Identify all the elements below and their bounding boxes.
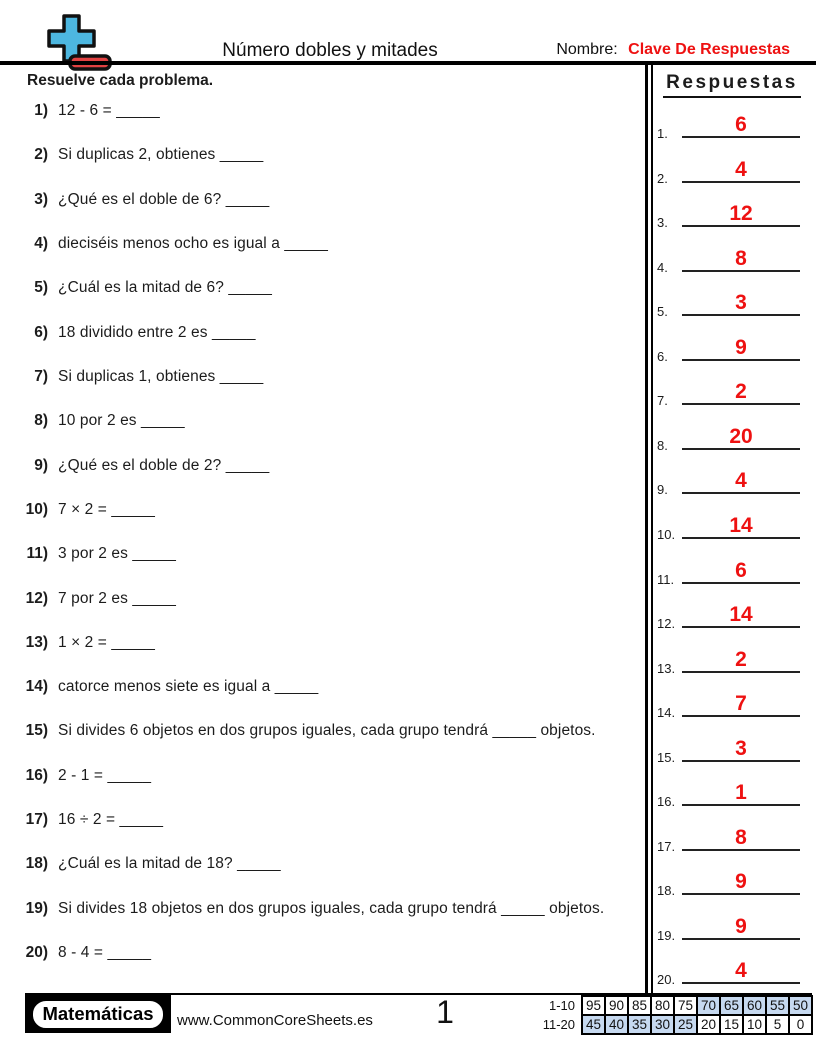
problem-item bbox=[0, 368, 640, 386]
answer-number: 20. bbox=[657, 972, 676, 988]
answer-row bbox=[655, 588, 810, 632]
answer-value: 8 bbox=[735, 825, 747, 849]
grading-range-label: 11-20 bbox=[542, 1017, 575, 1032]
problem-text: 8 - 4 = _____ bbox=[58, 944, 152, 962]
grading-cell: 70 bbox=[697, 996, 720, 1015]
grading-row bbox=[536, 996, 812, 1015]
answer-blank-line bbox=[682, 426, 800, 450]
grading-cell: 55 bbox=[766, 996, 789, 1015]
problem-text: catorce menos siete es igual a _____ bbox=[58, 678, 319, 696]
problem-text: ¿Cuál es la mitad de 6? _____ bbox=[58, 279, 273, 297]
answer-number: 13. bbox=[657, 660, 676, 676]
problem-item bbox=[0, 634, 640, 652]
problem-item bbox=[0, 412, 640, 430]
answer-value: 3 bbox=[735, 291, 747, 315]
page-title: Número dobles y mitades bbox=[222, 40, 438, 61]
answer-row bbox=[655, 143, 810, 186]
answer-value: 14 bbox=[729, 513, 753, 537]
answer-value: 6 bbox=[735, 558, 747, 582]
answer-blank-line bbox=[682, 738, 800, 762]
problem-number: 1) bbox=[34, 102, 48, 119]
answer-key-label: Clave De Respuestas bbox=[628, 41, 790, 58]
problem-text: 10 por 2 es _____ bbox=[58, 412, 185, 430]
problem-number: 20) bbox=[25, 944, 48, 962]
answer-number: 8. bbox=[657, 437, 668, 453]
problem-number: 16) bbox=[25, 766, 48, 784]
answer-blank-line bbox=[682, 292, 800, 316]
answer-row bbox=[655, 98, 810, 141]
problem-number: 2) bbox=[34, 146, 48, 164]
answer-row bbox=[655, 900, 810, 943]
grading-cell: 30 bbox=[651, 1015, 674, 1034]
problem-item bbox=[0, 191, 640, 209]
answer-number: 17. bbox=[657, 838, 676, 854]
grading-cell: 15 bbox=[720, 1015, 743, 1034]
answer-row bbox=[655, 410, 810, 453]
problem-text: 7 × 2 = _____ bbox=[58, 500, 155, 518]
grading-cell: 10 bbox=[743, 1015, 766, 1034]
problem-number: 5) bbox=[34, 279, 48, 297]
answer-blank-line bbox=[682, 871, 800, 895]
answer-row bbox=[655, 766, 810, 810]
answer-blank-line bbox=[682, 916, 800, 940]
grading-cell: 35 bbox=[628, 1015, 651, 1034]
grading-cell: 95 bbox=[582, 996, 605, 1015]
grading-cell: 45 bbox=[582, 1015, 605, 1034]
answer-row bbox=[655, 365, 810, 409]
problem-text: ¿Qué es el doble de 2? _____ bbox=[58, 456, 270, 474]
answer-blank-line bbox=[682, 337, 800, 361]
grading-cell: 0 bbox=[789, 1015, 812, 1034]
answer-blank-line bbox=[682, 960, 800, 984]
answer-value: 1 bbox=[735, 781, 747, 805]
answer-value: 8 bbox=[735, 246, 747, 270]
answer-blank-line bbox=[682, 248, 800, 272]
problem-item bbox=[0, 900, 640, 918]
grading-cell: 5 bbox=[766, 1015, 789, 1034]
problem-item bbox=[0, 944, 640, 962]
grading-cell: 80 bbox=[651, 996, 674, 1015]
problem-number: 4) bbox=[34, 234, 48, 252]
answer-blank-line bbox=[682, 114, 800, 138]
answer-number: 7. bbox=[657, 393, 668, 409]
answer-blank-line bbox=[682, 693, 800, 717]
answer-number: 3. bbox=[657, 215, 668, 231]
answer-row bbox=[655, 944, 810, 988]
instructions-text: Resuelve cada problema. bbox=[27, 72, 214, 89]
problem-number: 11) bbox=[26, 545, 48, 563]
problem-item bbox=[0, 501, 640, 519]
answer-value: 4 bbox=[735, 157, 747, 181]
problem-item bbox=[0, 767, 640, 785]
answer-row bbox=[655, 633, 810, 676]
problem-item bbox=[0, 457, 640, 475]
problem-text: Si divides 6 objetos en dos grupos iguales, cada grupo tendrá _____ objetos. bbox=[58, 722, 596, 740]
grading-cell: 25 bbox=[674, 1015, 697, 1034]
answer-blank-line bbox=[682, 203, 800, 227]
answer-value: 4 bbox=[735, 959, 747, 983]
problem-item bbox=[0, 855, 640, 873]
problem-text: Si duplicas 2, obtienes _____ bbox=[58, 146, 264, 164]
column-divider-line bbox=[651, 65, 653, 993]
answer-value: 12 bbox=[729, 202, 753, 226]
answer-blank-line bbox=[682, 827, 800, 851]
grading-cell: 65 bbox=[720, 996, 743, 1015]
name-field bbox=[556, 41, 790, 59]
problem-item bbox=[0, 678, 640, 696]
answer-value: 20 bbox=[729, 424, 753, 448]
answers-title: Respuestas bbox=[663, 72, 801, 98]
answer-blank-line bbox=[682, 604, 800, 628]
problem-text: 2 - 1 = _____ bbox=[58, 766, 152, 784]
grading-cell: 20 bbox=[697, 1015, 720, 1034]
answer-number: 12. bbox=[657, 616, 676, 632]
problem-number: 7) bbox=[34, 367, 48, 385]
problem-number: 3) bbox=[34, 190, 48, 208]
answer-number: 9. bbox=[657, 482, 668, 498]
problem-item bbox=[0, 811, 640, 829]
answer-row bbox=[655, 855, 810, 899]
problem-item bbox=[0, 324, 640, 342]
answer-value: 3 bbox=[735, 736, 747, 760]
answer-value: 2 bbox=[735, 647, 747, 671]
problem-number: 8) bbox=[34, 412, 48, 430]
answer-row bbox=[655, 454, 810, 498]
answer-row bbox=[655, 321, 810, 364]
problem-number: 9) bbox=[34, 456, 48, 474]
answer-blank-line bbox=[682, 782, 800, 806]
problem-item bbox=[0, 102, 640, 120]
problem-number: 15) bbox=[25, 722, 48, 740]
answer-row bbox=[655, 544, 810, 587]
column-divider-line bbox=[645, 65, 648, 993]
answer-number: 11. bbox=[657, 571, 675, 587]
answer-row bbox=[655, 722, 810, 765]
answer-number: 2. bbox=[657, 170, 668, 186]
problem-text: ¿Cuál es la mitad de 18? _____ bbox=[58, 855, 281, 873]
answer-row bbox=[655, 276, 810, 320]
answer-blank-line bbox=[682, 470, 800, 494]
problem-number: 12) bbox=[25, 589, 48, 607]
brand-box bbox=[25, 995, 171, 1033]
answer-number: 4. bbox=[657, 259, 668, 275]
answer-value: 14 bbox=[729, 603, 753, 627]
grading-cell: 60 bbox=[743, 996, 766, 1015]
problems-list bbox=[0, 102, 640, 982]
answer-value: 9 bbox=[735, 870, 747, 894]
problem-number: 17) bbox=[25, 811, 48, 829]
problem-text: dieciséis menos ocho es igual a _____ bbox=[58, 234, 328, 252]
answer-value: 4 bbox=[735, 469, 747, 493]
problem-number: 19) bbox=[25, 899, 48, 917]
problem-text: Si duplicas 1, obtienes _____ bbox=[58, 367, 264, 385]
name-label: Nombre: bbox=[556, 41, 618, 58]
grading-scale-table bbox=[536, 995, 813, 1035]
answer-number: 5. bbox=[657, 304, 668, 320]
answer-number: 10. bbox=[657, 526, 676, 542]
problem-item bbox=[0, 235, 640, 253]
page-number: 1 bbox=[436, 994, 454, 1030]
problem-item bbox=[0, 146, 640, 164]
answer-number: 14. bbox=[657, 705, 676, 721]
grading-cell: 75 bbox=[674, 996, 697, 1015]
problem-item bbox=[0, 722, 640, 740]
problem-text: ¿Qué es el doble de 6? _____ bbox=[58, 190, 270, 208]
header-rule bbox=[0, 61, 816, 65]
answer-blank-line bbox=[682, 560, 800, 584]
answer-row bbox=[655, 187, 810, 231]
answer-number: 19. bbox=[657, 927, 676, 943]
problem-text: 12 - 6 = _____ bbox=[58, 102, 160, 119]
answer-number: 1. bbox=[657, 126, 668, 141]
problem-item bbox=[0, 545, 640, 563]
answer-number: 6. bbox=[657, 348, 668, 364]
answer-value: 6 bbox=[735, 113, 747, 136]
problem-number: 18) bbox=[25, 855, 48, 873]
grading-cell: 90 bbox=[605, 996, 628, 1015]
problem-number: 13) bbox=[25, 633, 48, 651]
answer-row bbox=[655, 677, 810, 721]
problem-text: Si divides 18 objetos en dos grupos iguales, cada grupo tendrá _____ objetos. bbox=[58, 899, 605, 917]
problem-number: 14) bbox=[25, 678, 48, 696]
problem-text: 3 por 2 es _____ bbox=[58, 545, 176, 563]
answer-blank-line bbox=[682, 381, 800, 405]
problem-item bbox=[0, 590, 640, 608]
answer-value: 2 bbox=[735, 380, 747, 404]
answer-number: 16. bbox=[657, 794, 676, 810]
answer-number: 15. bbox=[657, 749, 676, 765]
brand-label: Matemáticas bbox=[31, 999, 164, 1030]
problem-item bbox=[0, 279, 640, 297]
answer-row bbox=[655, 499, 810, 542]
problem-text: 7 por 2 es _____ bbox=[58, 589, 176, 607]
problem-text: 16 ÷ 2 = _____ bbox=[58, 811, 164, 829]
grading-cell: 85 bbox=[628, 996, 651, 1015]
answer-value: 9 bbox=[735, 335, 747, 359]
answer-number: 18. bbox=[657, 883, 676, 899]
answer-blank-line bbox=[682, 159, 800, 183]
answers-header bbox=[648, 72, 816, 98]
answer-value: 7 bbox=[735, 692, 747, 716]
website-url: www.CommonCoreSheets.es bbox=[177, 1012, 373, 1029]
problem-text: 18 dividido entre 2 es _____ bbox=[58, 323, 256, 341]
grading-cell: 40 bbox=[605, 1015, 628, 1034]
grading-row bbox=[536, 1015, 812, 1034]
answer-blank-line bbox=[682, 515, 800, 539]
answer-value: 9 bbox=[735, 914, 747, 938]
problem-number: 10) bbox=[25, 500, 48, 518]
answer-row bbox=[655, 811, 810, 854]
problem-number: 6) bbox=[34, 323, 48, 341]
answer-blank-line bbox=[682, 649, 800, 673]
answer-row bbox=[655, 232, 810, 275]
problem-text: 1 × 2 = _____ bbox=[58, 633, 155, 651]
grading-cell: 50 bbox=[789, 996, 812, 1015]
grading-range-label: 1-10 bbox=[548, 998, 575, 1013]
